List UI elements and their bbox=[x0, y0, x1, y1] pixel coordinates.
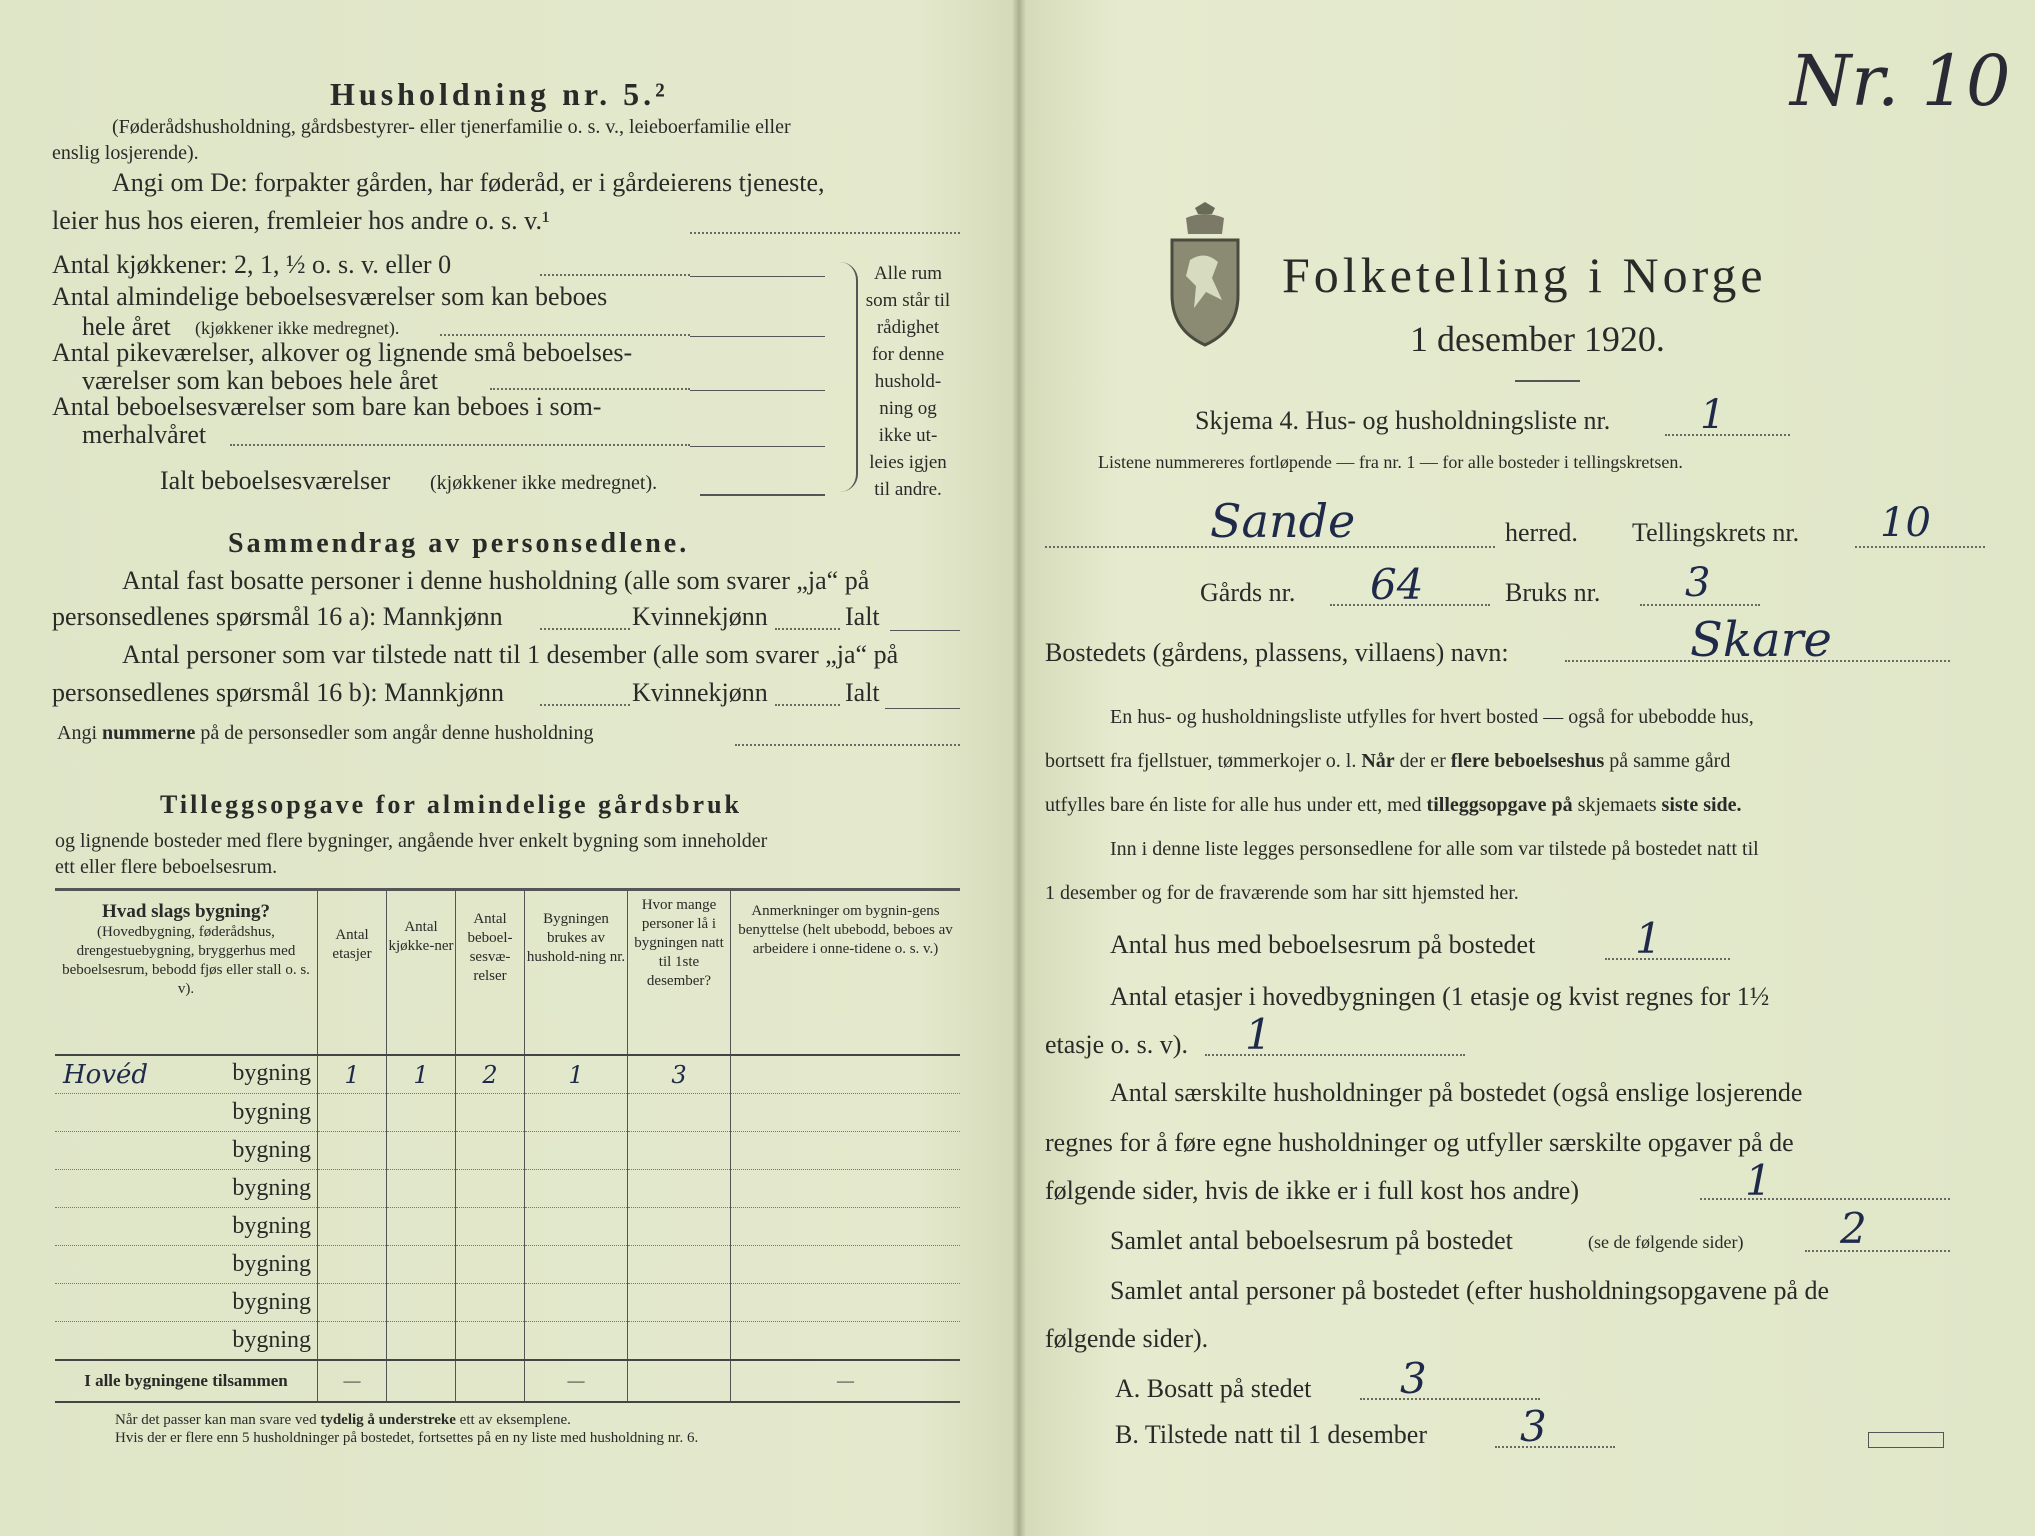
sammendrag-2a: Antal personer som var tilstede natt til 1 desember (alle som svarer „ja“ på bbox=[122, 640, 899, 669]
angi-num-post: på de personsedler som angår denne husholdning bbox=[200, 722, 594, 744]
vaerelser-cell[interactable] bbox=[456, 1170, 525, 1208]
row-label: bygning bbox=[232, 1213, 311, 1239]
skjema-value[interactable]: 1 bbox=[1700, 392, 1726, 438]
vaerelser-cell[interactable] bbox=[456, 1284, 525, 1322]
tillegg-line-1: og lignende bosteder med flere bygninger, angående hver enkelt bygning som inneholder bbox=[55, 830, 768, 852]
personer-cell[interactable] bbox=[628, 1132, 731, 1170]
census-title: Folketelling i Norge bbox=[1282, 247, 1767, 303]
tellingskrets-field bbox=[1855, 546, 1985, 548]
pike-dots bbox=[490, 388, 690, 390]
row-label: bygning bbox=[232, 1289, 311, 1315]
page-fold bbox=[1012, 0, 1026, 1536]
ialt-label: Ialt beboelsesværelser bbox=[160, 466, 391, 495]
instr-2c: der er bbox=[1399, 750, 1446, 772]
husholdning-cell[interactable] bbox=[525, 1170, 628, 1208]
husholdning-cell[interactable]: 1 bbox=[525, 1055, 628, 1094]
table-row bbox=[55, 1170, 960, 1208]
kjokkener-field[interactable] bbox=[690, 276, 825, 277]
husholdning-cell[interactable] bbox=[525, 1246, 628, 1284]
s2-kvinne-field[interactable] bbox=[775, 704, 840, 706]
total-kjokkener bbox=[387, 1360, 456, 1402]
kjokkener-dots bbox=[540, 274, 690, 276]
instr-5: 1 desember og for de fraværende som har sitt hjemsted her. bbox=[1045, 882, 1519, 904]
husholdning-cell[interactable] bbox=[525, 1284, 628, 1322]
col-header-vaerelser: Antal beboel-sesvæ-relser bbox=[456, 890, 525, 1055]
angi-field[interactable] bbox=[690, 232, 960, 234]
row-label: bygning bbox=[232, 1137, 311, 1163]
instr-3b: tilleggsopgave på bbox=[1426, 794, 1573, 816]
alm-line-2b: (kjøkkener ikke medregnet). bbox=[195, 318, 400, 338]
personer-cell[interactable] bbox=[628, 1246, 731, 1284]
household-title: Husholdning nr. 5.² bbox=[330, 76, 669, 112]
table-row bbox=[55, 1284, 960, 1322]
anm-cell[interactable] bbox=[731, 1055, 961, 1094]
bosted-value[interactable]: Skare bbox=[1690, 612, 1832, 668]
ialt-field[interactable] bbox=[700, 494, 825, 496]
vaerelser-cell[interactable] bbox=[456, 1322, 525, 1361]
tellingskrets-label: Tellingskrets nr. bbox=[1632, 518, 1800, 547]
footnote-2: Hvis der er flere enn 5 husholdninger på bostedet, fortsettes på en ny liste med husholdning nr. 6. bbox=[115, 1430, 699, 1446]
household-intro: (Føderådshusholdning, gårdsbestyrer- eller tjenerfamilie o. s. v., leieboerfamilie eller bbox=[112, 116, 791, 138]
instr-3d: siste side. bbox=[1661, 794, 1742, 816]
total-vaerelser bbox=[456, 1360, 525, 1402]
personer-cell[interactable] bbox=[628, 1094, 731, 1132]
col-header-type-text: (Hovedbygning, føderådshus, drengestuebygning, bryggerhus med beboelsesrum, bebodd fjøs eller stall o. s. v). bbox=[62, 924, 310, 997]
herred-label: herred. bbox=[1505, 518, 1578, 547]
q4-value[interactable]: 2 bbox=[1840, 1204, 1867, 1253]
husholdning-cell[interactable] bbox=[525, 1322, 628, 1361]
qa-field bbox=[1360, 1398, 1540, 1400]
sammendrag-2b: personsedlenes spørsmål 16 b): Mannkjønn bbox=[52, 678, 505, 707]
s2-mann-field[interactable] bbox=[540, 704, 630, 706]
personer-cell[interactable]: 3 bbox=[628, 1055, 731, 1094]
qb-label: B. Tilstede natt til 1 desember bbox=[1115, 1420, 1427, 1449]
anm-cell[interactable] bbox=[731, 1170, 961, 1208]
footnote-1 bbox=[115, 1412, 571, 1429]
q1-value[interactable]: 1 bbox=[1635, 914, 1662, 963]
anm-cell[interactable] bbox=[731, 1284, 961, 1322]
row-label: bygning bbox=[232, 1175, 311, 1201]
kjokkener-cell[interactable] bbox=[387, 1170, 456, 1208]
side-note-line: hushold- bbox=[874, 371, 942, 392]
col-header-etasjer: Antal etasjer bbox=[318, 890, 387, 1055]
instr-2d: flere beboelseshus bbox=[1450, 750, 1605, 772]
col-header-personer: Hvor mange personer lå i bygningen natt til 1ste desember? bbox=[628, 890, 731, 1055]
col-header-kjokkener: Antal kjøkke-ner bbox=[387, 890, 456, 1055]
footnote-1-post: ett av eksemplene. bbox=[459, 1412, 571, 1428]
etasjer-cell[interactable] bbox=[318, 1322, 387, 1361]
etasjer-cell[interactable] bbox=[318, 1246, 387, 1284]
husholdning-cell[interactable] bbox=[525, 1208, 628, 1246]
building-type-cell[interactable] bbox=[55, 1284, 318, 1322]
herred-value[interactable]: Sande bbox=[1210, 494, 1356, 548]
vaerelser-cell[interactable]: 2 bbox=[456, 1055, 525, 1094]
coat-of-arms-icon bbox=[1160, 200, 1250, 350]
bruks-field bbox=[1640, 604, 1760, 606]
col-header-husholdning: Bygningen brukes av hushold-ning nr. bbox=[525, 890, 628, 1055]
anm-cell[interactable] bbox=[731, 1322, 961, 1361]
household-intro-2: enslig losjerende). bbox=[52, 142, 199, 164]
census-date: 1 desember 1920. bbox=[1410, 319, 1665, 359]
s1-kvinne-field[interactable] bbox=[775, 628, 840, 630]
s2-ialt-label: Ialt bbox=[845, 678, 880, 707]
table-row bbox=[55, 1055, 960, 1094]
alm-line-2: hele året bbox=[82, 312, 171, 341]
side-note-line: rådighet bbox=[876, 317, 940, 338]
vaerelser-cell[interactable] bbox=[456, 1208, 525, 1246]
s2-kvinne-label: Kvinnekjønn bbox=[632, 678, 768, 707]
tillegg-title: Tilleggsopgave for almindelige gårdsbruk bbox=[160, 790, 743, 819]
bruks-label: Bruks nr. bbox=[1505, 578, 1601, 607]
anm-cell[interactable] bbox=[731, 1094, 961, 1132]
tellingskrets-value[interactable]: 10 bbox=[1880, 500, 1931, 546]
q5-line-1: Samlet antal personer på bostedet (efter husholdningsopgavene på de bbox=[1110, 1276, 1830, 1305]
q2-value[interactable]: 1 bbox=[1245, 1010, 1272, 1059]
kjokkener-label: Antal kjøkkener: 2, 1, ½ o. s. v. eller 0 bbox=[52, 250, 452, 279]
printer-stamp bbox=[1868, 1432, 1944, 1448]
side-note-line: ning og bbox=[879, 398, 937, 419]
col-header-type-bold: Hvad slags bygning? bbox=[102, 901, 270, 922]
total-label: I alle bygningene tilsammen bbox=[55, 1360, 318, 1402]
side-note-line: for denne bbox=[871, 344, 945, 365]
herred-field bbox=[1045, 546, 1495, 548]
vaerelser-cell[interactable] bbox=[456, 1132, 525, 1170]
s1-ialt-label: Ialt bbox=[845, 602, 880, 631]
q3-value[interactable]: 1 bbox=[1745, 1156, 1772, 1205]
total-etasjer: — bbox=[318, 1360, 387, 1402]
table-row bbox=[55, 1246, 960, 1284]
husholdning-cell[interactable] bbox=[525, 1094, 628, 1132]
angi-num-bold: nummerne bbox=[102, 722, 196, 744]
row-label: bygning bbox=[232, 1251, 311, 1277]
q2-field bbox=[1205, 1054, 1465, 1056]
col-header-type bbox=[55, 890, 318, 1055]
bosted-field bbox=[1565, 660, 1950, 662]
etasjer-cell[interactable]: 1 bbox=[318, 1055, 387, 1094]
skjema-field bbox=[1665, 434, 1790, 436]
angi-line-1: Angi om De: forpakter gården, har føderåd, er i gårdeierens tjeneste, bbox=[112, 168, 825, 197]
pike-line-1: Antal pikeværelser, alkover og lignende små beboelses- bbox=[52, 338, 633, 367]
personer-cell[interactable] bbox=[628, 1322, 731, 1361]
building-type-cell[interactable] bbox=[55, 1094, 318, 1132]
q4-small: (se de følgende sider) bbox=[1588, 1232, 1744, 1252]
etasjer-cell[interactable] bbox=[318, 1094, 387, 1132]
instr-3a: utfylles bare én liste for alle hus under ett, med bbox=[1045, 794, 1422, 816]
instr-2a: bortsett fra fjellstuer, tømmerkojer o. l. bbox=[1045, 750, 1357, 772]
kjokkener-cell[interactable] bbox=[387, 1208, 456, 1246]
somm-line-2: merhalvåret bbox=[82, 420, 207, 449]
angi-num-pre: Angi bbox=[57, 722, 97, 744]
vaerelser-cell[interactable] bbox=[456, 1246, 525, 1284]
etasjer-cell[interactable] bbox=[318, 1132, 387, 1170]
qb-value[interactable]: 3 bbox=[1520, 1402, 1547, 1451]
building-name: Hovéd bbox=[63, 1059, 149, 1090]
s1-kvinne-label: Kvinnekjønn bbox=[632, 602, 768, 631]
angi-line-2: leier hus hos eieren, fremleier hos andre o. s. v.¹ bbox=[52, 206, 550, 235]
instr-3 bbox=[1045, 794, 1742, 817]
table-row bbox=[55, 1322, 960, 1361]
bosted-label: Bostedets (gårdens, plassens, villaens) navn: bbox=[1045, 638, 1509, 667]
qa-value[interactable]: 3 bbox=[1400, 1354, 1427, 1403]
side-note-line: til andre. bbox=[874, 479, 942, 500]
q5-line-2: følgende sider). bbox=[1045, 1324, 1209, 1353]
angi-nummerne-field[interactable] bbox=[735, 744, 960, 746]
personer-cell[interactable] bbox=[628, 1284, 731, 1322]
instr-1: En hus- og husholdningsliste utfylles for hvert bosted — også for ubebodde hus, bbox=[1110, 706, 1754, 728]
somm-line-1: Antal beboelsesværelser som bare kan beboes i som- bbox=[52, 392, 602, 421]
kjokkener-cell[interactable] bbox=[387, 1284, 456, 1322]
building-type-cell[interactable] bbox=[55, 1322, 318, 1361]
husholdning-cell[interactable] bbox=[525, 1132, 628, 1170]
s1-ialt-field[interactable] bbox=[890, 630, 960, 631]
q1-label: Antal hus med beboelsesrum på bostedet bbox=[1110, 930, 1536, 959]
q2-line-1: Antal etasjer i hovedbygningen (1 etasje og kvist regnes for 1½ bbox=[1110, 982, 1770, 1011]
table-row bbox=[55, 1132, 960, 1170]
building-type-cell[interactable] bbox=[55, 1132, 318, 1170]
instr-2e: på samme gård bbox=[1609, 750, 1731, 772]
q2-line-2: etasje o. s. v). bbox=[1045, 1030, 1188, 1059]
footnote-1-bold: tydelig å understreke bbox=[320, 1412, 456, 1428]
gards-label: Gårds nr. bbox=[1200, 578, 1296, 607]
somm-field[interactable] bbox=[690, 446, 825, 447]
skjema-label: Skjema 4. Hus- og husholdningsliste nr. bbox=[1195, 406, 1611, 435]
s2-ialt-field[interactable] bbox=[885, 708, 960, 709]
side-note-line: som står til bbox=[865, 290, 951, 311]
q3-line-3: følgende sider, hvis de ikke er i full kost hos andre) bbox=[1045, 1176, 1579, 1205]
vaerelser-cell[interactable] bbox=[456, 1094, 525, 1132]
q4-label: Samlet antal beboelsesrum på bostedet bbox=[1110, 1226, 1513, 1255]
angi-nummerne bbox=[57, 722, 594, 745]
qa-label: A. Bosatt på stedet bbox=[1115, 1374, 1312, 1403]
building-type-cell[interactable] bbox=[55, 1246, 318, 1284]
q4-field bbox=[1805, 1250, 1950, 1252]
tillegg-line-2: ett eller flere beboelsesrum. bbox=[55, 856, 278, 878]
bruks-value[interactable]: 3 bbox=[1685, 560, 1711, 606]
building-type-cell[interactable] bbox=[55, 1055, 318, 1094]
sammendrag-title: Sammendrag av personsedlene. bbox=[228, 528, 690, 559]
instr-4: Inn i denne liste legges personsedlene for alle som var tilstede på bostedet natt til bbox=[1110, 838, 1759, 860]
instr-2 bbox=[1045, 750, 1730, 773]
side-note bbox=[858, 260, 958, 503]
q3-line-1: Antal særskilte husholdninger på bostedet (også enslige losjerende bbox=[1110, 1078, 1803, 1107]
total-personer bbox=[628, 1360, 731, 1402]
somm-dots bbox=[230, 444, 690, 446]
col-header-anmerkninger: Anmerkninger om bygnin-gens benyttelse (helt ubebodd, beboes av arbeidere i onne-tidene o. s. v.) bbox=[731, 890, 961, 1055]
kjokkener-cell[interactable] bbox=[387, 1094, 456, 1132]
instr-2b: Når bbox=[1361, 750, 1395, 772]
kjokkener-cell[interactable] bbox=[387, 1322, 456, 1361]
row-label: bygning bbox=[232, 1099, 311, 1125]
qb-field bbox=[1495, 1446, 1615, 1448]
table-row bbox=[55, 1208, 960, 1246]
anm-cell[interactable] bbox=[731, 1246, 961, 1284]
row-label: bygning bbox=[232, 1327, 311, 1353]
side-note-line: Alle rum bbox=[873, 263, 943, 284]
gards-value[interactable]: 64 bbox=[1370, 560, 1424, 609]
personer-cell[interactable] bbox=[628, 1170, 731, 1208]
etasjer-cell[interactable] bbox=[318, 1208, 387, 1246]
q1-field bbox=[1605, 958, 1730, 960]
s1-mann-field[interactable] bbox=[540, 628, 630, 630]
corner-note: Nr. 10 bbox=[1790, 40, 2011, 122]
alm-dots bbox=[440, 334, 690, 336]
side-brace bbox=[838, 262, 858, 492]
gards-field bbox=[1330, 604, 1490, 606]
side-note-line: leies igjen bbox=[869, 452, 947, 473]
kjokkener-cell[interactable]: 1 bbox=[387, 1055, 456, 1094]
building-type-cell[interactable] bbox=[55, 1170, 318, 1208]
side-note-line: ikke ut- bbox=[878, 425, 938, 446]
title-rule bbox=[1515, 380, 1580, 382]
anm-cell[interactable] bbox=[731, 1208, 961, 1246]
anm-cell[interactable] bbox=[731, 1132, 961, 1170]
sammendrag-1a: Antal fast bosatte personer i denne husholdning (alle som svarer „ja“ på bbox=[122, 566, 870, 595]
etasjer-cell[interactable] bbox=[318, 1284, 387, 1322]
total-husholdning: — bbox=[525, 1360, 628, 1402]
table-row bbox=[55, 1094, 960, 1132]
instr-3c: skjemaets bbox=[1577, 794, 1657, 816]
pike-field[interactable] bbox=[690, 390, 825, 391]
building-table bbox=[55, 890, 960, 1403]
kjokkener-cell[interactable] bbox=[387, 1246, 456, 1284]
row-label: bygning bbox=[232, 1059, 311, 1086]
pike-line-2: værelser som kan beboes hele året bbox=[82, 366, 438, 395]
personer-cell[interactable] bbox=[628, 1208, 731, 1246]
building-type-cell[interactable] bbox=[55, 1208, 318, 1246]
kjokkener-cell[interactable] bbox=[387, 1132, 456, 1170]
q3-field bbox=[1700, 1198, 1950, 1200]
etasjer-cell[interactable] bbox=[318, 1170, 387, 1208]
listene-note: Listene nummereres fortløpende — fra nr. 1 — for alle bosteder i tellingskretsen. bbox=[1098, 452, 1683, 472]
alm-line-1: Antal almindelige beboelsesværelser som kan beboes bbox=[52, 282, 608, 311]
total-anm: — bbox=[731, 1360, 961, 1402]
ialt-label-b: (kjøkkener ikke medregnet). bbox=[430, 472, 658, 494]
sammendrag-1b: personsedlenes spørsmål 16 a): Mannkjønn bbox=[52, 602, 503, 631]
footnote-1-pre: Når det passer kan man svare ved bbox=[115, 1412, 317, 1428]
total-row bbox=[55, 1360, 960, 1402]
q3-line-2: regnes for å føre egne husholdninger og utfyller særskilte opgaver på de bbox=[1045, 1128, 1794, 1157]
alm-field[interactable] bbox=[690, 336, 825, 337]
